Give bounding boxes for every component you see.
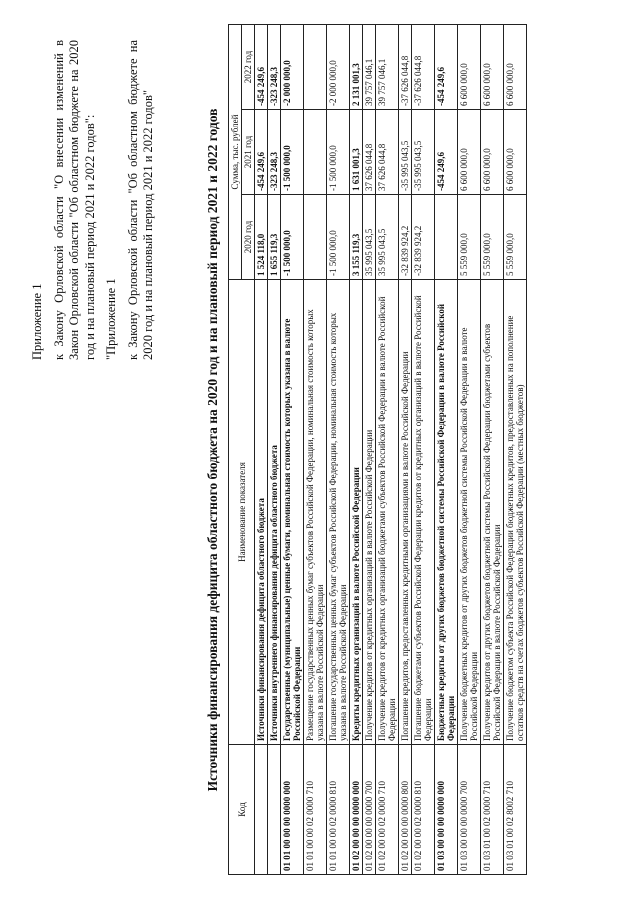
indicator-name-cell: Погашение бюджетами субъектов Российской Федерации кредитов от кредитных организаций в валюте Российской Федерации <box>412 280 435 745</box>
table-row <box>376 25 399 875</box>
value-2021-cell: -35 995 043,5 <box>412 110 435 195</box>
value-2022-cell <box>304 25 327 110</box>
table-row <box>435 25 458 875</box>
value-2021-cell: 6 600 000,0 <box>504 110 527 195</box>
value-2021-cell <box>304 110 327 195</box>
table-row <box>268 25 281 875</box>
code-cell: 01 03 01 00 02 8002 710 <box>504 745 527 875</box>
value-2020-cell: 5 559 000,0 <box>481 195 504 280</box>
value-2021-cell: -323 248,3 <box>268 110 281 195</box>
code-cell: 01 02 00 00 00 0000 700 <box>363 745 376 875</box>
indicator-name-cell: Государственные (муниципальные) ценные бумаги, номинальная стоимость которых указана в валюте Российской Федерации <box>281 280 304 745</box>
value-2021-cell: -454 249,6 <box>435 110 458 195</box>
code-cell: 01 01 00 00 02 0000 710 <box>304 745 327 875</box>
header-year-2022: 2022 год <box>242 25 255 110</box>
header-code: Код <box>229 745 255 875</box>
value-2022-cell: 6 600 000,0 <box>458 25 481 110</box>
header-year-2021: 2021 год <box>242 110 255 195</box>
indicator-name-cell: Бюджетные кредиты от других бюджетов бюджетной системы Российской Федерации в валюте Российской Федерации <box>435 280 458 745</box>
financing-sources-table <box>228 24 527 875</box>
header-sum: Сумма, тыс. рублей <box>229 25 242 280</box>
value-2020-cell: 35 995 043,5 <box>363 195 376 280</box>
value-2020-cell <box>435 195 458 280</box>
indicator-name-cell: Получение кредитов от кредитных организаций бюджетами субъектов Российской Федерации в валюте Российской Федерации <box>376 280 399 745</box>
code-cell: 01 03 01 00 02 0000 710 <box>481 745 504 875</box>
code-cell: 01 02 00 00 02 0000 710 <box>376 745 399 875</box>
value-2022-cell: -454 249,6 <box>435 25 458 110</box>
table-row <box>363 25 376 875</box>
value-2022-cell: 39 757 046,1 <box>376 25 399 110</box>
table-row <box>504 25 527 875</box>
indicator-name-cell: Источники финансирования дефицита областного бюджета <box>255 280 268 745</box>
value-2022-cell: -323 248,3 <box>268 25 281 110</box>
table-row <box>458 25 481 875</box>
value-2021-cell: 6 600 000,0 <box>481 110 504 195</box>
code-cell: 01 02 00 00 00 0000 800 <box>399 745 412 875</box>
value-2021-cell: 37 626 044,8 <box>363 110 376 195</box>
table-header-row <box>229 25 242 875</box>
code-cell: 01 01 00 00 00 0000 000 <box>281 745 304 875</box>
appendix-number: Приложение 1 <box>30 283 44 360</box>
table-row <box>281 25 304 875</box>
value-2022-cell: -37 626 044,8 <box>399 25 412 110</box>
value-2022-cell: 6 600 000,0 <box>504 25 527 110</box>
table-row <box>255 25 268 875</box>
value-2020-cell: 1 655 119,3 <box>268 195 281 280</box>
table-row <box>399 25 412 875</box>
code-cell: 01 01 00 00 02 0000 810 <box>327 745 350 875</box>
appendix-number-quoted: "Приложение 1 <box>104 278 118 360</box>
value-2020-cell <box>304 195 327 280</box>
indicator-name-cell: Получение бюджетных кредитов от других бюджетов бюджетной системы Российской Федерации в валюте Российской Федерации <box>458 280 481 745</box>
code-cell: 01 02 00 00 00 0000 000 <box>350 745 363 875</box>
indicator-name-cell: Размещение государственных ценных бумаг субъектов Российской Федерации, номинальная стоимость которых указана в валюте Российской Федерации <box>304 280 327 745</box>
indicator-name-cell: Источники внутреннего финансирования дефицита областного бюджета <box>268 280 281 745</box>
appendix-header <box>30 40 163 360</box>
indicator-name-cell: Погашение государственных ценных бумаг субъектов Российской Федерации, номинальная стоимость которых указана в валюте Российской Федерации <box>327 280 350 745</box>
value-2020-cell: 3 155 119,3 <box>350 195 363 280</box>
value-2022-cell: 39 757 046,1 <box>363 25 376 110</box>
table-row <box>481 25 504 875</box>
value-2020-cell: 5 559 000,0 <box>458 195 481 280</box>
value-2020-cell: -32 839 924,2 <box>412 195 435 280</box>
value-2021-cell: -1 500 000,0 <box>327 110 350 195</box>
value-2020-cell: -1 500 000,0 <box>281 195 304 280</box>
document-title: Источники финансирования дефицита областного бюджета на 2020 год и на плановый период 2021 и 2022 годов <box>205 108 220 792</box>
value-2021-cell: 6 600 000,0 <box>458 110 481 195</box>
value-2022-cell: 2 131 001,3 <box>350 25 363 110</box>
value-2021-cell: 1 631 001,3 <box>350 110 363 195</box>
code-cell: 01 03 00 00 00 0000 000 <box>435 745 458 875</box>
value-2021-cell: 37 626 044,8 <box>376 110 399 195</box>
value-2020-cell: 5 559 000,0 <box>504 195 527 280</box>
value-2020-cell: 1 524 118,0 <box>255 195 268 280</box>
indicator-name-cell: Получение кредитов от других бюджетов бюджетной системы Российской Федерации бюджетами субъектов Российской Федерации в валюте Российской Федерации <box>481 280 504 745</box>
code-cell: 01 02 00 00 02 0000 810 <box>412 745 435 875</box>
code-cell: 01 03 00 00 00 0000 700 <box>458 745 481 875</box>
table-body <box>255 25 527 875</box>
indicator-name-cell: Кредиты кредитных организаций в валюте Российской Федерации <box>350 280 363 745</box>
appendix-law-reference: к Закону Орловской области "О внесении изменений в Закон Орловской области "Об областном бюджете на 2020 год и на плановый период 2021 и 2022 годов": <box>51 40 97 360</box>
table-row <box>304 25 327 875</box>
code-cell <box>268 745 281 875</box>
code-cell <box>255 745 268 875</box>
indicator-name-cell: Получение кредитов от кредитных организаций в валюте Российской Федерации <box>363 280 376 745</box>
header-year-2020: 2020 год <box>242 195 255 280</box>
value-2021-cell: -1 500 000,0 <box>281 110 304 195</box>
indicator-name-cell: Погашение кредитов, предоставленных кредитными организациями в валюте Российской Федерации <box>399 280 412 745</box>
value-2022-cell: -454 249,6 <box>255 25 268 110</box>
value-2022-cell: 6 600 000,0 <box>481 25 504 110</box>
table-row <box>412 25 435 875</box>
value-2020-cell: -32 839 924,2 <box>399 195 412 280</box>
table-row <box>350 25 363 875</box>
value-2022-cell: -37 626 044,8 <box>412 25 435 110</box>
header-indicator-name: Наименование показателя <box>229 280 255 745</box>
value-2022-cell: -2 000 000,0 <box>327 25 350 110</box>
appendix-budget-law-reference: к Закону Орловской области "Об областном бюджете на 2020 год и на плановый период 2021 и 2022 годов" <box>125 40 155 360</box>
table-row <box>327 25 350 875</box>
indicator-name-cell: Получение бюджетом субъекта Российской Федерации бюджетных кредитов, предоставленных на пополнение остатков средств на счетах бюджетов субъектов Российской Федерации (местных бюджетов) <box>504 280 527 745</box>
value-2022-cell: -2 000 000,0 <box>281 25 304 110</box>
value-2020-cell: -1 500 000,0 <box>327 195 350 280</box>
value-2021-cell: -454 249,6 <box>255 110 268 195</box>
value-2021-cell: -35 995 043,5 <box>399 110 412 195</box>
value-2020-cell: 35 995 043,5 <box>376 195 399 280</box>
